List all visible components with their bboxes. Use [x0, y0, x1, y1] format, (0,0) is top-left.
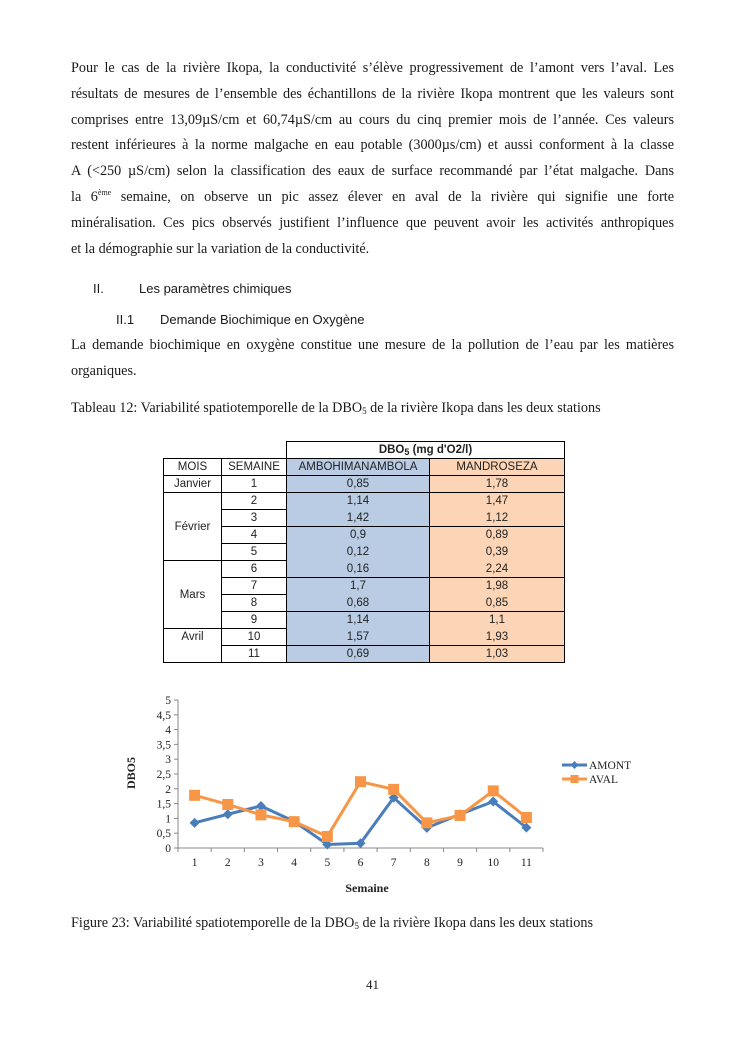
x-tick-label: 6: [357, 857, 364, 869]
table-group-header-row: [164, 442, 565, 459]
week-cell: 9: [222, 612, 287, 629]
text-line: A (<250 µS/cm) selon la classification des eaux de surface recommandé par l’état malgache. Dans: [71, 163, 674, 180]
week-cell: 2: [222, 493, 287, 510]
data-point-aval: [455, 810, 466, 821]
x-tick-label: 3: [258, 857, 264, 869]
x-tick-label: 10: [487, 857, 499, 869]
subscript: 5: [362, 406, 367, 416]
table-row: [164, 578, 565, 595]
y-axis: [157, 695, 178, 855]
legend-item-aval: [562, 774, 618, 786]
header-mandroseza: MANDROSEZA: [430, 459, 565, 476]
data-point-aval: [222, 799, 233, 810]
y-tick-label: 5: [165, 695, 171, 707]
y-tick-label: 4,5: [156, 709, 171, 722]
text-line: Pour le cas de la rivière Ikopa, la conductivité s’élève progressivement de l’amont vers l’aval. Les: [71, 60, 674, 76]
y-axis-label: DBO5: [124, 756, 138, 790]
aval-cell: 1,1: [430, 612, 565, 629]
aval-cell: 1,03: [430, 646, 565, 663]
paragraph-dbo: [71, 333, 674, 385]
week-cell: 3: [222, 510, 287, 527]
amont-cell: 0,85: [287, 476, 430, 493]
x-tick-label: 5: [324, 857, 331, 869]
text-line: comprises entre 13,09µS/cm et 60,74µS/cm au cours du cinq premier mois de l’année. Ces valeurs: [71, 111, 674, 128]
x-tick-label: 4: [291, 857, 298, 869]
caption-text: de la rivière Ikopa dans les deux stations: [366, 400, 601, 416]
aval-cell: 1,12: [430, 510, 565, 527]
header-mois: MOIS: [164, 459, 222, 476]
y-tick-label: 4: [165, 724, 171, 737]
subsection-heading: [116, 312, 365, 327]
aval-cell: 1,93: [430, 629, 565, 646]
data-point-aval: [521, 812, 532, 823]
data-point-aval: [488, 785, 499, 796]
data-point-aval: [421, 817, 432, 828]
page-number: 41: [366, 977, 379, 992]
aval-cell: 0,85: [430, 595, 565, 612]
subsection-title: Demande Biochimique en Oxygène: [160, 312, 365, 327]
table-row: [164, 476, 565, 493]
aval-cell: 0,89: [430, 527, 565, 544]
x-axis-label: Semaine: [345, 881, 389, 895]
table-row: [164, 561, 565, 578]
aval-cell: 1,47: [430, 493, 565, 510]
superscript: ème: [97, 187, 112, 197]
week-cell: 5: [222, 544, 287, 561]
caption-text: Figure 23: Variabilité spatiotemporelle de la DBO: [71, 915, 355, 931]
header-text: DBO: [378, 444, 405, 456]
y-tick-label: 0: [165, 843, 171, 855]
dbo5-line-chart: [115, 690, 655, 900]
week-cell: 6: [222, 561, 287, 578]
table-row: [164, 595, 565, 612]
data-point-aval: [255, 809, 266, 820]
amont-cell: 0,12: [287, 544, 430, 561]
section-heading: [93, 281, 291, 296]
amont-cell: 1,14: [287, 493, 430, 510]
table-row: [164, 612, 565, 629]
week-cell: 1: [222, 476, 287, 493]
text-line: restent inférieures à la norme malgache en eau potable (3000µs/cm) et aussi conforment à la classe: [71, 137, 674, 154]
text-line: et la démographie sur la variation de la conductivité.: [71, 240, 370, 257]
group-header: [287, 442, 565, 459]
data-point-aval: [289, 816, 300, 827]
amont-cell: 0,16: [287, 561, 430, 578]
text-fragment: la 6: [71, 188, 98, 205]
y-tick-label: 3,5: [156, 739, 171, 752]
paragraph-conductivite: [71, 56, 674, 262]
week-cell: 10: [222, 629, 287, 646]
data-point-aval: [322, 831, 333, 842]
table-row: [164, 510, 565, 527]
table-caption: [71, 400, 601, 417]
table-row: [164, 544, 565, 561]
aval-cell: 1,98: [430, 578, 565, 595]
header-semaine: SEMAINE: [222, 459, 287, 476]
data-point-aval: [388, 784, 399, 795]
y-tick-label: 2: [165, 783, 171, 796]
figure-caption: [71, 915, 593, 932]
y-tick-label: 1,5: [156, 798, 171, 811]
legend-marker-square: [571, 775, 579, 783]
text-line: organiques.: [71, 362, 137, 379]
legend-item-amont: [562, 760, 631, 772]
x-tick-label: 9: [457, 857, 463, 869]
week-cell: 11: [222, 646, 287, 663]
dbo-table: [163, 441, 565, 663]
text-line: résultats de mesures de l’ensemble des échantillons de la rivière Ikopa montrent que les valeurs sont: [71, 85, 674, 102]
text-line: [71, 185, 674, 211]
legend-marker-diamond: [571, 761, 579, 769]
caption-text: de la rivière Ikopa dans les deux stations: [358, 915, 593, 931]
y-tick-label: 2,5: [156, 769, 171, 781]
subscript: 5: [404, 447, 410, 457]
header-text: (mg d'O2/l): [409, 444, 473, 456]
table-row: [164, 629, 565, 646]
amont-cell: 1,14: [287, 612, 430, 629]
amont-cell: 0,9: [287, 527, 430, 544]
amont-cell: 1,7: [287, 578, 430, 595]
x-tick-label: 1: [191, 857, 198, 869]
section-title: Les paramètres chimiques: [139, 281, 292, 296]
text-line: minéralisation. Ces pics observés justifient l’influence que peuvent avoir les activités anthropiques: [71, 214, 674, 231]
table-row: [164, 493, 565, 510]
amont-cell: 0,68: [287, 595, 430, 612]
y-tick-label: 0,5: [156, 828, 171, 841]
data-point-amont: [223, 809, 233, 819]
x-axis: [178, 848, 543, 869]
amont-cell: 1,42: [287, 510, 430, 527]
header-ambohimanambola: AMBOHIMANAMBOLA: [287, 459, 430, 476]
x-tick-label: 2: [224, 857, 231, 869]
aval-cell: 0,39: [430, 544, 565, 561]
week-cell: 4: [222, 527, 287, 544]
series-layer: [189, 776, 532, 849]
empty-cell: [164, 442, 287, 459]
y-tick-label: 3: [165, 754, 171, 767]
subsection-number: II.1: [116, 312, 135, 327]
x-tick-label: 7: [390, 857, 397, 869]
table-row: [164, 527, 565, 544]
data-point-amont: [190, 818, 200, 828]
chart-legend: [562, 760, 631, 786]
data-point-aval: [355, 776, 366, 787]
table-row: [164, 646, 565, 663]
series-aval: [189, 776, 532, 842]
legend-label: AMONT: [589, 760, 632, 772]
week-cell: 8: [222, 595, 287, 612]
text-line: La demande biochimique en oxygène constitue une mesure de la pollution de l’eau par les matières: [71, 337, 674, 353]
x-tick-label: 11: [520, 857, 532, 869]
aval-cell: 2,24: [430, 561, 565, 578]
week-cell: 7: [222, 578, 287, 595]
table-header-row: [164, 459, 565, 476]
data-point-aval: [189, 790, 200, 801]
month-cell: Mars: [164, 561, 222, 629]
month-cell: Avril: [164, 629, 222, 663]
subscript: 5: [354, 921, 359, 931]
month-cell: Février: [164, 493, 222, 561]
text-fragment: semaine, on observe un pic assez élever en aval de la rivière qui signifie une forte: [111, 188, 674, 205]
section-number: II.: [93, 281, 104, 296]
aval-cell: 1,78: [430, 476, 565, 493]
caption-text: Tableau 12: Variabilité spatiotemporelle de la DBO: [71, 400, 363, 416]
legend-label: AVAL: [589, 774, 618, 786]
month-cell: Janvier: [164, 476, 222, 493]
amont-cell: 1,57: [287, 629, 430, 646]
x-tick-label: 8: [423, 857, 430, 869]
amont-cell: 0,69: [287, 646, 430, 663]
y-tick-label: 1: [165, 813, 171, 826]
